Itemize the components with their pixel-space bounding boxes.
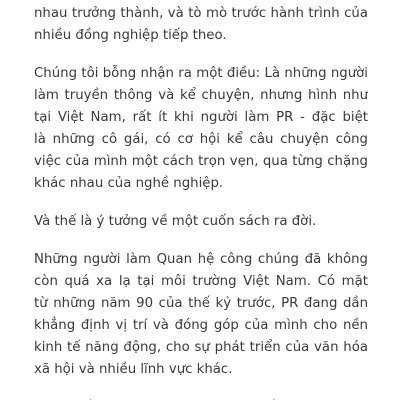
text-line: xã hội và nhiều lĩnh vực khác. bbox=[34, 362, 233, 377]
text-line: Những người làm Quan hệ công chúng đã không bbox=[34, 252, 368, 267]
text-line: Chúng tôi bỗng nhận ra một điều: Là những người bbox=[34, 66, 368, 81]
text-line: từ những năm 90 của thế kỷ trước, PR đang dần bbox=[34, 296, 368, 311]
text-line: nhiều đồng nghiệp tiếp theo. bbox=[34, 28, 227, 43]
paragraph-2 bbox=[34, 63, 368, 195]
text-line: khẳng định vị trí và đóng góp của mình cho nền bbox=[34, 318, 368, 333]
text-line: là những cô gái, có cơ hội kể câu chuyện công bbox=[34, 132, 368, 147]
text-line: tại Việt Nam, rất ít khi người làm PR - đặc biệt bbox=[34, 110, 368, 125]
text-line: kinh tế năng động, cho sự phát triển của văn hóa bbox=[34, 340, 368, 355]
body-text bbox=[34, 3, 368, 400]
paragraph-4 bbox=[34, 249, 368, 381]
text-line: khác nhau của nghề nghiệp. bbox=[34, 176, 224, 191]
text-line: nhau trưởng thành, và tò mò trước hành trình của bbox=[34, 6, 368, 21]
paragraph-3 bbox=[34, 211, 368, 233]
text-line: làm truyền thông và kể chuyện, nhưng hình như bbox=[34, 88, 368, 103]
text-line: Và thế là ý tưởng về một cuốn sách ra đời. bbox=[34, 214, 317, 229]
text-line: còn quá xa lạ tại môi trường Việt Nam. Có mặt bbox=[34, 274, 368, 289]
paragraph-1 bbox=[34, 3, 368, 47]
text-line: việc của mình một cách trọn vẹn, qua từng chặng bbox=[34, 154, 368, 169]
